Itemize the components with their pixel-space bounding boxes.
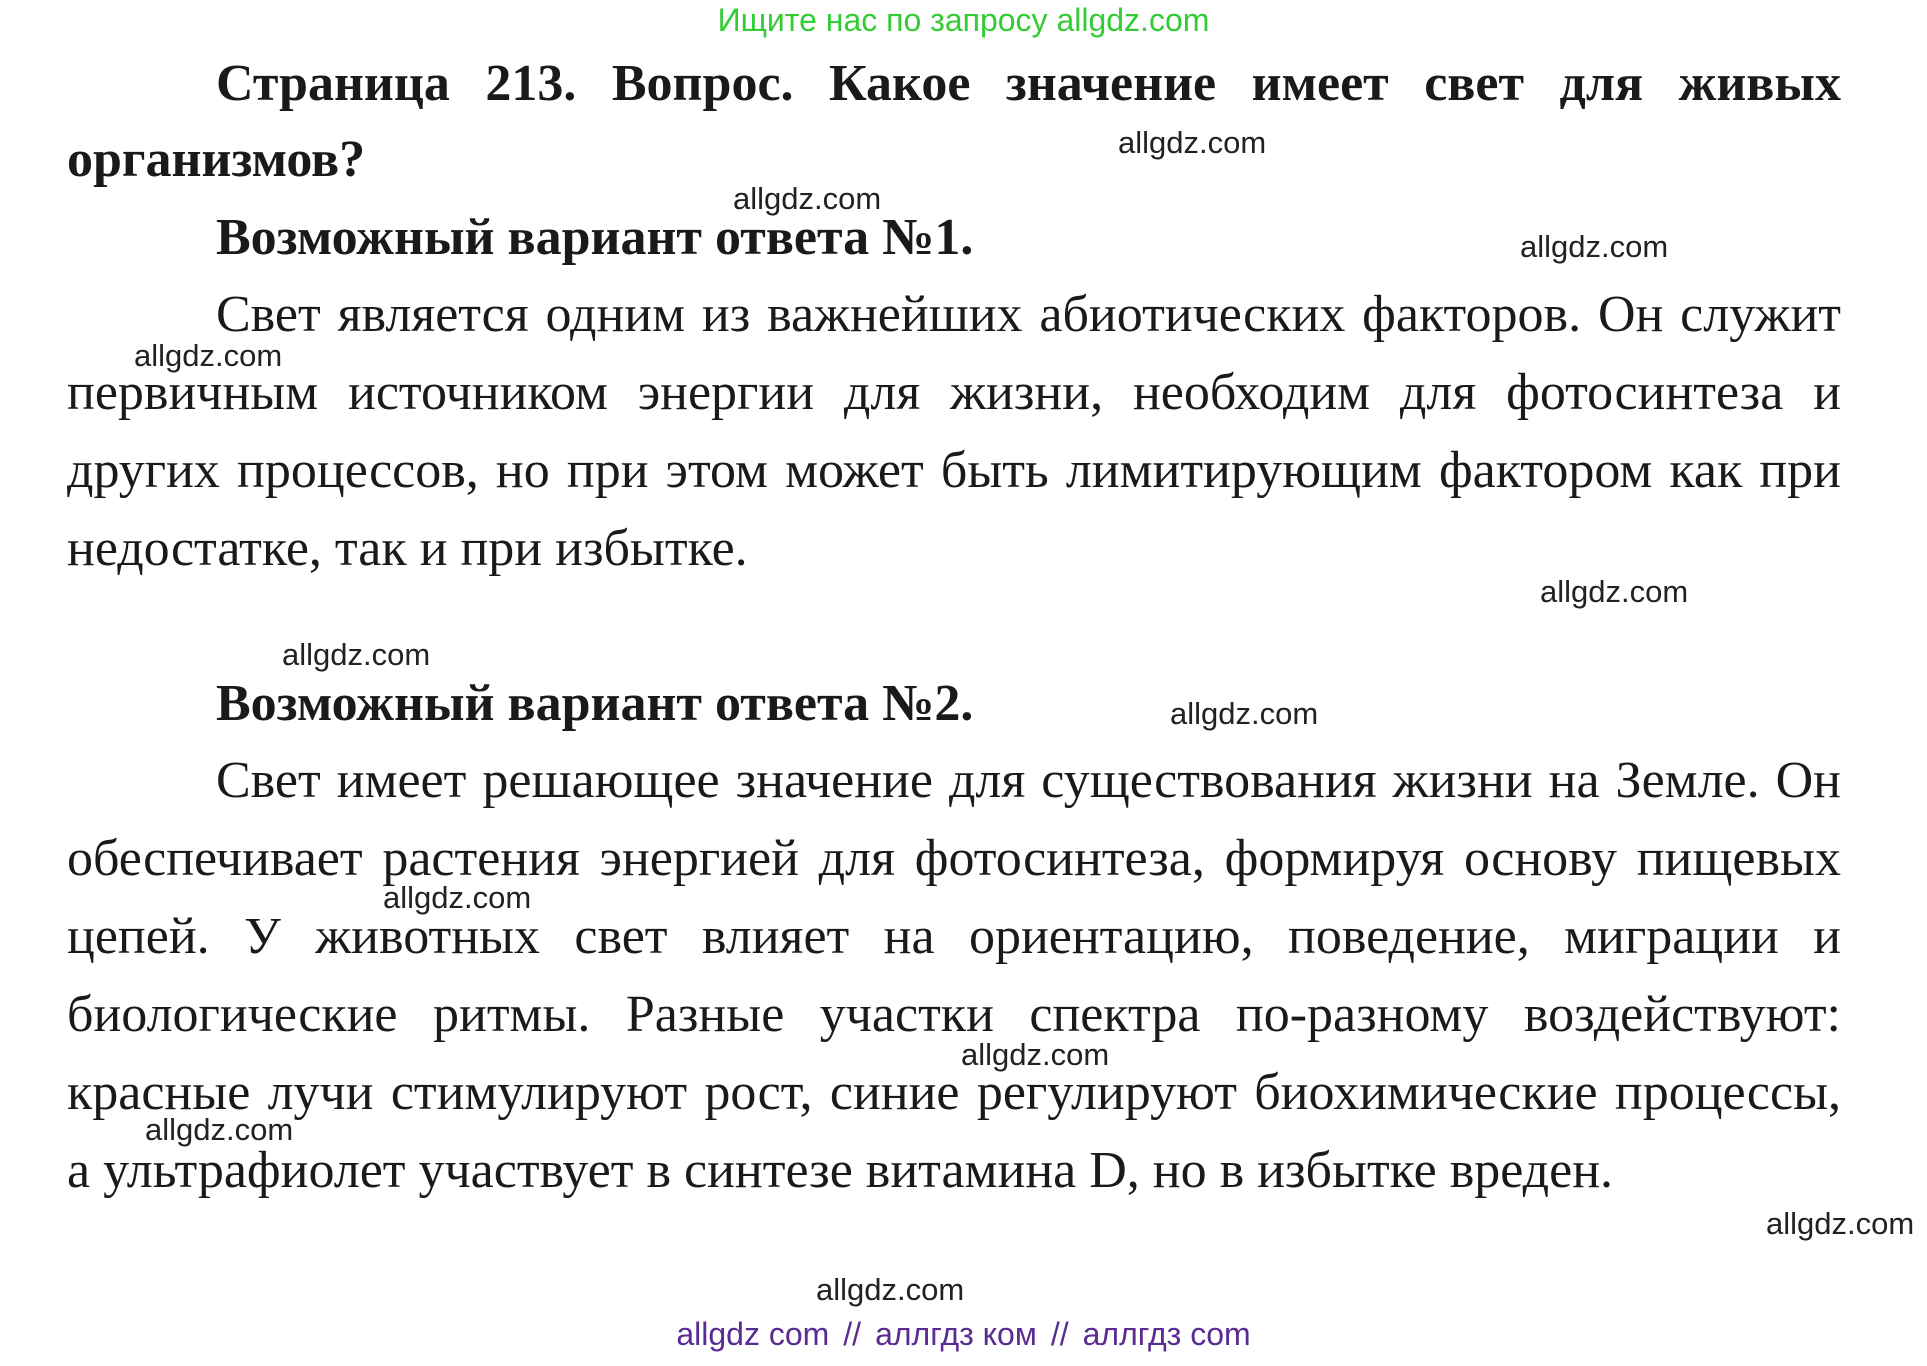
watermark: allgdz.com bbox=[383, 880, 532, 915]
watermark: allgdz.com bbox=[1118, 125, 1267, 160]
watermark: allgdz.com bbox=[1520, 229, 1669, 264]
footer-link-allgdz-mixed[interactable]: аллгдз com bbox=[1082, 1316, 1251, 1352]
footer-separator: // bbox=[1050, 1316, 1069, 1352]
watermark: allgdz.com bbox=[961, 1037, 1110, 1072]
watermark: allgdz.com bbox=[1766, 1206, 1915, 1241]
watermark: allgdz.com bbox=[134, 338, 283, 373]
footer-link-allgdz[interactable]: allgdz com bbox=[676, 1316, 830, 1352]
top-search-banner: Ищите нас по запросу allgdz.com bbox=[717, 2, 1210, 38]
watermark: allgdz.com bbox=[1540, 574, 1689, 609]
question-title: Страница 213. Вопрос. Какое значение имеет свет для живых организмов? bbox=[67, 55, 1841, 188]
watermark: allgdz.com bbox=[816, 1272, 965, 1307]
watermark: allgdz.com bbox=[282, 637, 431, 672]
footer-link-allgdz-cyrillic[interactable]: аллгдз ком bbox=[875, 1316, 1037, 1352]
variant-2-answer: Свет имеет решающее значение для существования жизни на Земле. Он обеспечивает растения энергией для фотосинтеза, формируя основу пищевых цепей. У животных свет влияет на ориентацию, поведение, миграции и биологические ритмы. Разные участки спектра по-разному воздействуют: красные лучи стимулируют рост, синие регулируют биохимические процессы, а ультрафиолет участвует в синтезе витамина D, но в избытке вреден. bbox=[67, 752, 1841, 1199]
document-body bbox=[67, 46, 1841, 1210]
watermark: allgdz.com bbox=[145, 1112, 294, 1147]
variant-2-heading: Возможный вариант ответа №2. bbox=[216, 675, 974, 732]
footer-links bbox=[0, 1314, 1927, 1354]
watermark: allgdz.com bbox=[1170, 696, 1319, 731]
variant-1-answer: Свет является одним из важнейших абиотических факторов. Он служит первичным источником энергии для жизни, необходим для фотосинтеза и других процессов, но при этом может быть лимитирующим фактором как при недостатке, так и при избытке. bbox=[67, 286, 1841, 577]
footer-separator: // bbox=[843, 1316, 862, 1352]
variant-1-heading: Возможный вариант ответа №1. bbox=[216, 209, 974, 266]
watermark: allgdz.com bbox=[733, 181, 882, 216]
